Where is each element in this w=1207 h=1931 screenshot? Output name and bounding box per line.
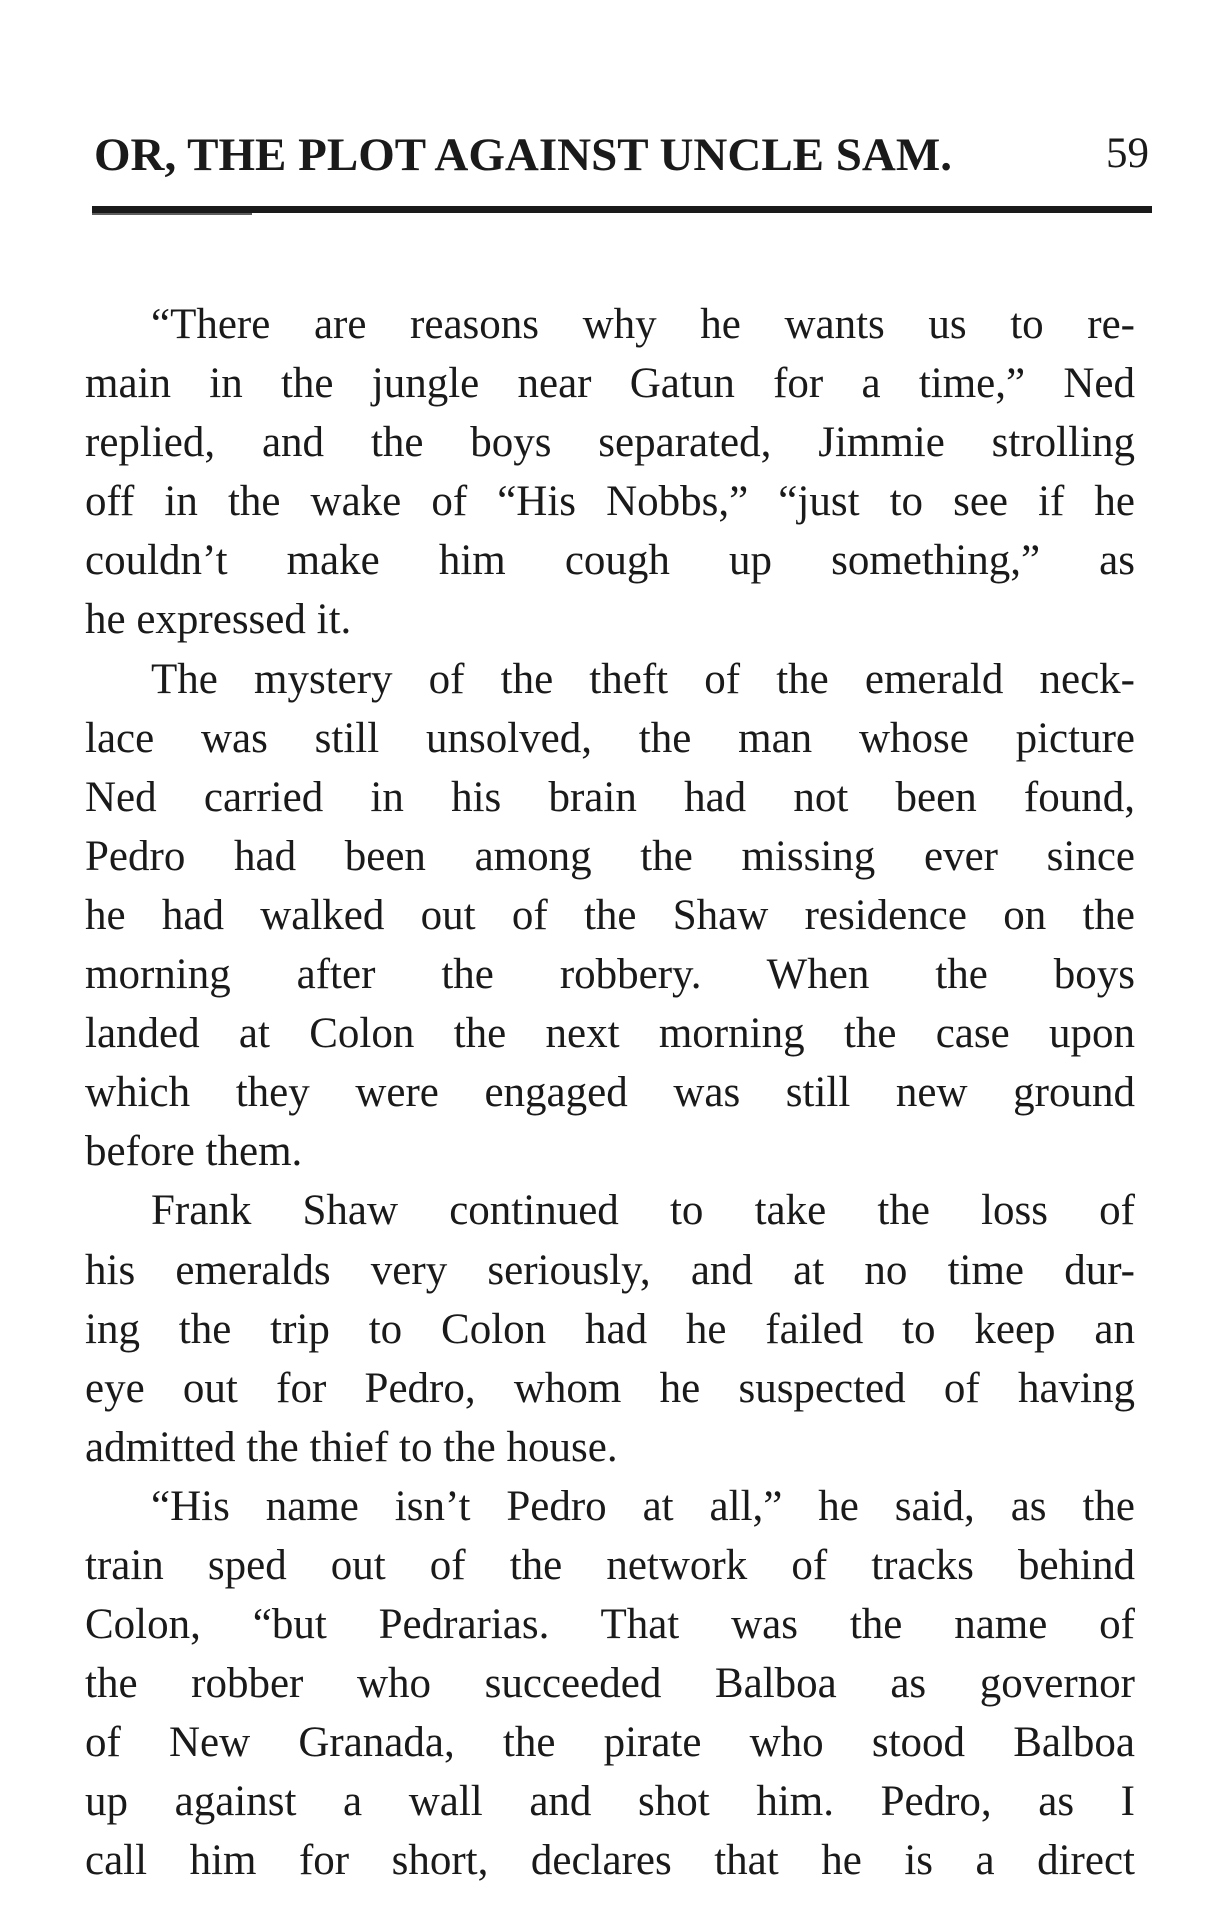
text-line: Colon, “but Pedrarias. That was the name of [85,1601,1135,1649]
text-line: call him for short, declares that he is a direct [85,1837,1135,1885]
text-line: ing the trip to Colon had he failed to keep an [85,1305,1135,1353]
page-number: 59 [1106,130,1149,177]
text-line: lace was still unsolved, the man whose picture [85,714,1135,762]
text-line: Pedro had been among the missing ever since [85,832,1135,880]
text-line: before them. [85,1128,303,1176]
text-line: morning after the robbery. When the boys [85,951,1135,999]
text-line: replied, and the boys separated, Jimmie strolling [85,419,1135,467]
text-line: he had walked out of the Shaw residence on the [85,891,1135,939]
text-line: train sped out of the network of tracks behind [85,1541,1135,1589]
header-rule-taper [92,212,252,215]
text-line: he expressed it. [85,596,352,644]
text-line: of New Granada, the pirate who stood Balboa [85,1719,1135,1767]
text-line: the robber who succeeded Balboa as governor [85,1660,1135,1708]
text-line: “There are reasons why he wants us to re- [151,301,1135,348]
text-line: landed at Colon the next morning the case upon [85,1010,1135,1058]
text-line: couldn’t make him cough up something,” as [85,537,1135,585]
body-text [85,295,1135,1891]
text-line: Ned carried in his brain had not been found, [85,773,1135,821]
running-title: OR, THE PLOT AGAINST UNCLE SAM. [94,129,952,181]
text-line: his emeralds very seriously, and at no time dur- [85,1246,1135,1294]
text-line: which they were engaged was still new ground [85,1069,1135,1117]
text-line: “His name isn’t Pedro at all,” he said, as the [151,1482,1135,1530]
text-line: off in the wake of “His Nobbs,” “just to see if he [85,478,1135,526]
text-line: up against a wall and shot him. Pedro, as I [85,1778,1135,1826]
text-line: The mystery of the theft of the emerald neck- [151,655,1135,703]
text-line: admitted the thief to the house. [85,1423,618,1471]
running-head [94,118,1149,188]
text-line: main in the jungle near Gatun for a time,” Ned [85,360,1135,408]
text-line: Frank Shaw continued to take the loss of [151,1187,1135,1235]
text-line: eye out for Pedro, whom he suspected of having [85,1364,1135,1412]
